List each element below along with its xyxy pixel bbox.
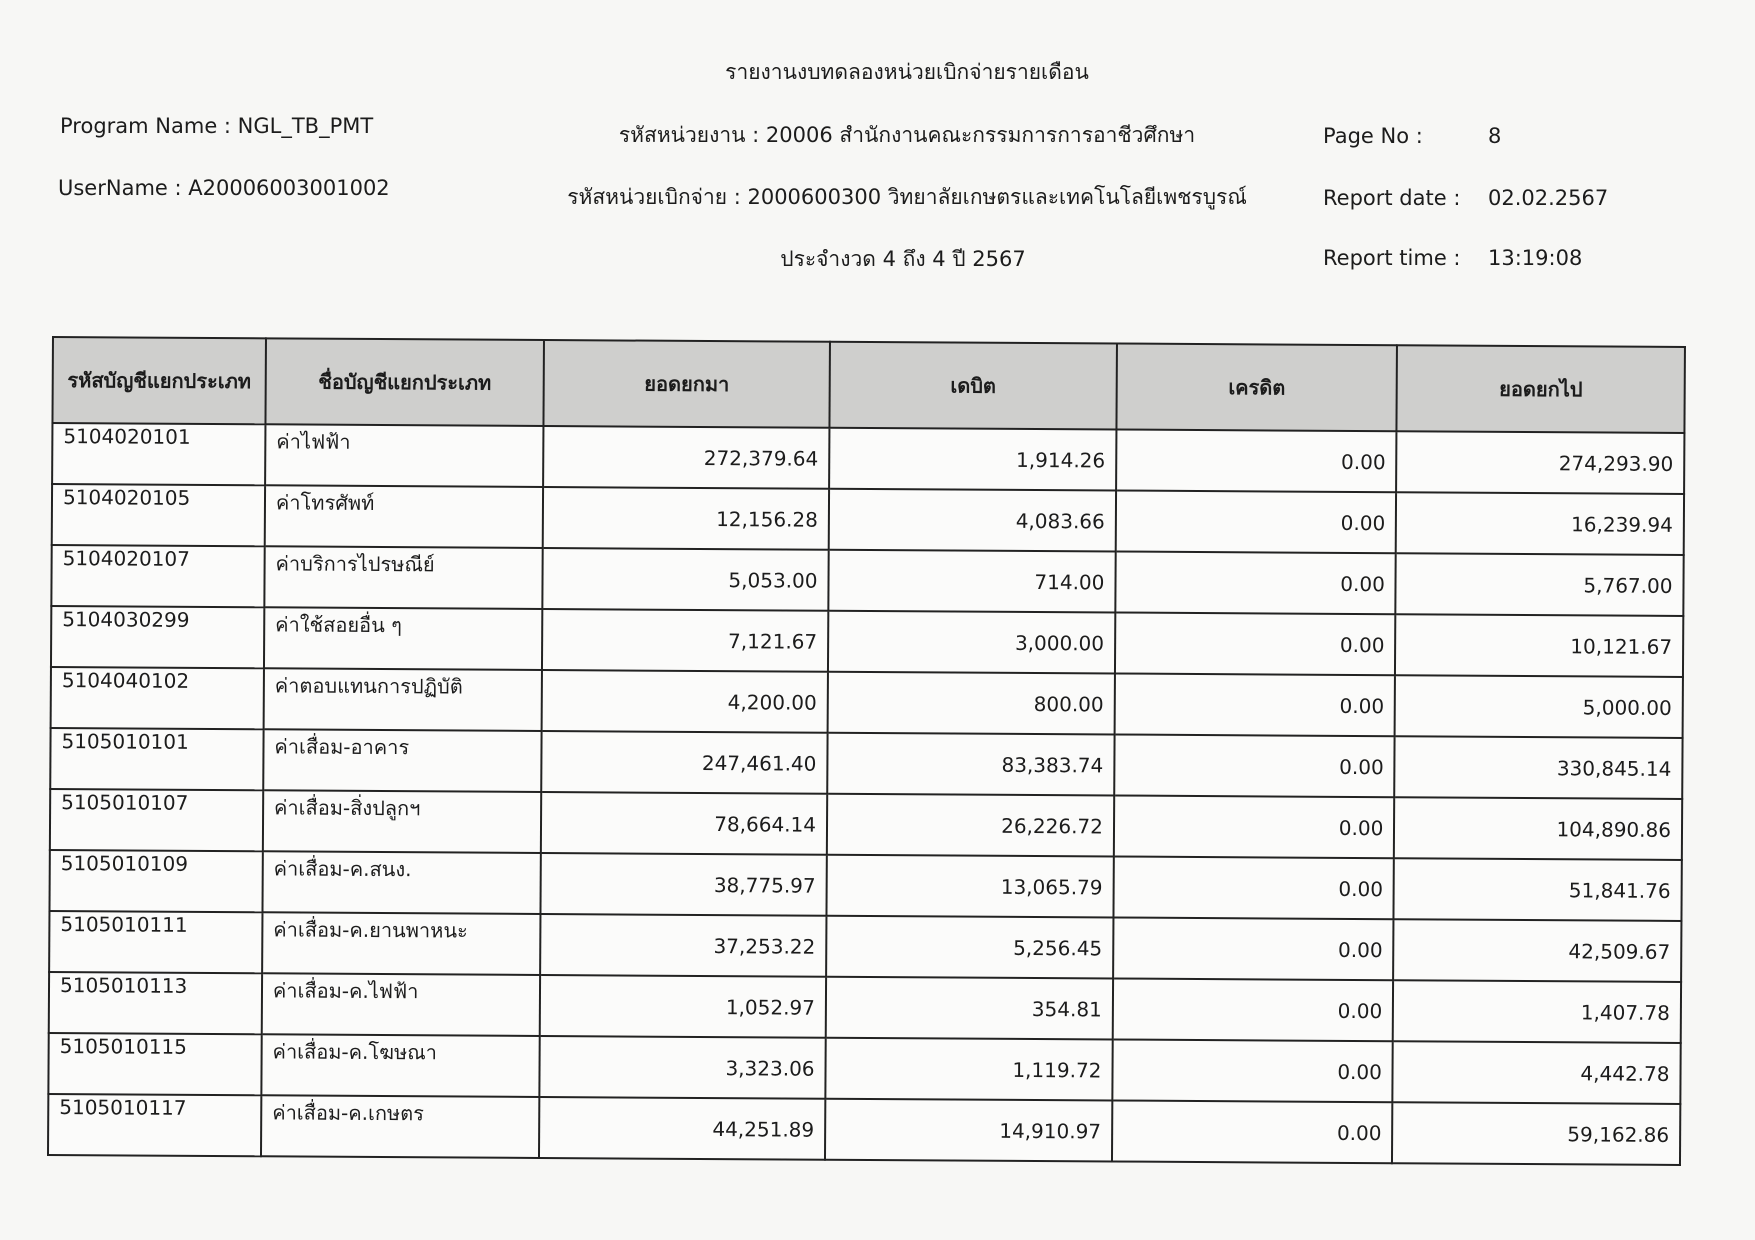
brought-forward-cell: 78,664.14 bbox=[541, 792, 827, 855]
carried-forward-cell: 4,442.78 bbox=[1393, 1041, 1681, 1104]
brought-forward-cell: 7,121.67 bbox=[542, 609, 828, 672]
credit-cell: 0.00 bbox=[1114, 795, 1395, 858]
carried-forward-cell: 10,121.67 bbox=[1395, 614, 1683, 677]
debit-cell: 5,256.45 bbox=[826, 916, 1113, 979]
account-code-cell: 5105010113 bbox=[49, 972, 262, 1034]
carried-forward-cell: 5,767.00 bbox=[1396, 553, 1684, 616]
debit-cell: 83,383.74 bbox=[827, 733, 1114, 796]
carried-forward-cell: 16,239.94 bbox=[1396, 492, 1684, 555]
brought-forward-cell: 37,253.22 bbox=[540, 914, 826, 977]
report-title: รายงานงบทดลองหน่วยเบิกจ่ายรายเดือน bbox=[725, 60, 1089, 84]
table-row bbox=[49, 850, 1681, 921]
table-row bbox=[50, 728, 1682, 799]
debit-cell: 1,914.26 bbox=[829, 428, 1116, 491]
brought-forward-cell: 1,052.97 bbox=[540, 975, 826, 1038]
brought-forward-cell: 12,156.28 bbox=[543, 487, 829, 550]
account-name-cell: ค่าเสื่อม-ค.สนง. bbox=[262, 851, 541, 914]
account-name-cell: ค่าตอบแทนการปฏิบัติ bbox=[264, 668, 543, 731]
account-code-cell: 5105010109 bbox=[49, 850, 262, 912]
account-code-cell: 5104040102 bbox=[51, 667, 264, 729]
account-code-cell: 5105010101 bbox=[50, 728, 263, 790]
credit-cell: 0.00 bbox=[1113, 978, 1394, 1041]
account-name-cell: ค่าโทรศัพท์ bbox=[265, 485, 544, 548]
carried-forward-cell: 51,841.76 bbox=[1394, 858, 1682, 921]
carried-forward-cell: 5,000.00 bbox=[1395, 675, 1683, 738]
carried-forward-cell: 274,293.90 bbox=[1396, 431, 1684, 494]
account-code-cell: 5105010117 bbox=[48, 1094, 261, 1156]
account-code-cell: 5104020107 bbox=[51, 545, 264, 607]
report-time-value: 13:19:08 bbox=[1488, 246, 1583, 270]
account-name-cell: ค่าเสื่อม-ค.เกษตร bbox=[261, 1095, 540, 1158]
brought-forward-cell: 4,200.00 bbox=[542, 670, 828, 733]
account-name-cell: ค่าเสื่อม-ค.โฆษณา bbox=[261, 1034, 540, 1097]
page-no-value: 8 bbox=[1488, 124, 1502, 148]
table-row bbox=[51, 545, 1683, 616]
table-row bbox=[48, 1033, 1680, 1104]
account-code-cell: 5104020105 bbox=[52, 484, 265, 546]
credit-cell: 0.00 bbox=[1116, 430, 1397, 493]
program-name: Program Name : NGL_TB_PMT bbox=[60, 114, 374, 138]
account-code-cell: 5104020101 bbox=[52, 423, 265, 485]
account-name-cell: ค่าใช้สอยอื่น ๆ bbox=[264, 607, 543, 670]
brought-forward-cell: 272,379.64 bbox=[543, 426, 829, 489]
brought-forward-cell: 44,251.89 bbox=[539, 1097, 825, 1160]
credit-cell: 0.00 bbox=[1115, 552, 1396, 615]
header-carried-forward: ยอดยกไป bbox=[1397, 345, 1685, 433]
brought-forward-cell: 5,053.00 bbox=[543, 548, 829, 611]
account-name-cell: ค่าเสื่อม-สิ่งปลูกฯ bbox=[263, 790, 542, 853]
debit-cell: 13,065.79 bbox=[826, 855, 1113, 918]
brought-forward-cell: 3,323.06 bbox=[540, 1036, 826, 1099]
carried-forward-cell: 1,407.78 bbox=[1393, 980, 1681, 1043]
table-row bbox=[49, 972, 1681, 1043]
report-date-label: Report date : bbox=[1323, 186, 1461, 210]
header-account-name: ชื่อบัญชีแยกประเภท bbox=[265, 338, 544, 426]
account-name-cell: ค่าไฟฟ้า bbox=[265, 424, 544, 487]
debit-cell: 354.81 bbox=[826, 977, 1113, 1040]
debit-cell: 1,119.72 bbox=[825, 1038, 1112, 1101]
agency-line: รหัสหน่วยงาน : 20006 สำนักงานคณะกรรมการการอาชีวศึกษา bbox=[618, 123, 1196, 147]
page-no-label: Page No : bbox=[1323, 124, 1423, 148]
table-row bbox=[49, 911, 1681, 982]
trial-balance-table bbox=[47, 336, 1686, 1166]
account-name-cell: ค่าเสื่อม-ค.ไฟฟ้า bbox=[262, 973, 541, 1036]
debit-cell: 26,226.72 bbox=[827, 794, 1114, 857]
debit-cell: 714.00 bbox=[828, 550, 1115, 613]
credit-cell: 0.00 bbox=[1114, 673, 1395, 736]
debit-cell: 14,910.97 bbox=[825, 1099, 1112, 1162]
account-code-cell: 5105010107 bbox=[50, 789, 263, 851]
carried-forward-cell: 330,845.14 bbox=[1395, 736, 1683, 799]
credit-cell: 0.00 bbox=[1115, 613, 1396, 676]
account-code-cell: 5105010115 bbox=[48, 1033, 261, 1095]
table-row bbox=[51, 667, 1683, 738]
table-row bbox=[52, 423, 1684, 494]
header-brought-forward: ยอดยกมา bbox=[544, 340, 830, 428]
table-row bbox=[52, 484, 1684, 555]
debit-cell: 4,083.66 bbox=[829, 489, 1116, 552]
header-account-code: รหัสบัญชีแยกประเภท bbox=[52, 337, 265, 424]
credit-cell: 0.00 bbox=[1113, 917, 1394, 980]
account-name-cell: ค่าเสื่อม-อาคาร bbox=[263, 729, 542, 792]
carried-forward-cell: 59,162.86 bbox=[1392, 1102, 1680, 1165]
table-body bbox=[48, 423, 1684, 1165]
account-code-cell: 5104030299 bbox=[51, 606, 264, 668]
credit-cell: 0.00 bbox=[1114, 734, 1395, 797]
brought-forward-cell: 38,775.97 bbox=[541, 853, 827, 916]
carried-forward-cell: 42,509.67 bbox=[1393, 919, 1681, 982]
credit-cell: 0.00 bbox=[1112, 1039, 1393, 1102]
debit-cell: 3,000.00 bbox=[828, 611, 1115, 674]
report-time-label: Report time : bbox=[1323, 246, 1461, 270]
header-credit: เครดิต bbox=[1116, 344, 1397, 432]
user-name: UserName : A20006003001002 bbox=[58, 176, 390, 200]
disbursement-unit-line: รหัสหน่วยเบิกจ่าย : 2000600300 วิทยาลัยเกษตรและเทคโนโลยีเพชรบูรณ์ bbox=[567, 185, 1247, 209]
account-code-cell: 5105010111 bbox=[49, 911, 262, 973]
account-name-cell: ค่าเสื่อม-ค.ยานพาหนะ bbox=[262, 912, 541, 975]
credit-cell: 0.00 bbox=[1112, 1100, 1393, 1163]
header-debit: เดบิต bbox=[829, 342, 1116, 430]
table-row bbox=[50, 789, 1682, 860]
table-row bbox=[48, 1094, 1680, 1165]
period-line: ประจำงวด 4 ถึง 4 ปี 2567 bbox=[780, 247, 1026, 271]
account-name-cell: ค่าบริการไปรษณีย์ bbox=[264, 546, 543, 609]
brought-forward-cell: 247,461.40 bbox=[541, 731, 827, 794]
credit-cell: 0.00 bbox=[1113, 856, 1394, 919]
carried-forward-cell: 104,890.86 bbox=[1394, 797, 1682, 860]
credit-cell: 0.00 bbox=[1116, 491, 1397, 554]
debit-cell: 800.00 bbox=[828, 672, 1115, 735]
table-row bbox=[51, 606, 1683, 677]
table-header-row bbox=[52, 337, 1684, 433]
report-date-value: 02.02.2567 bbox=[1488, 186, 1609, 210]
